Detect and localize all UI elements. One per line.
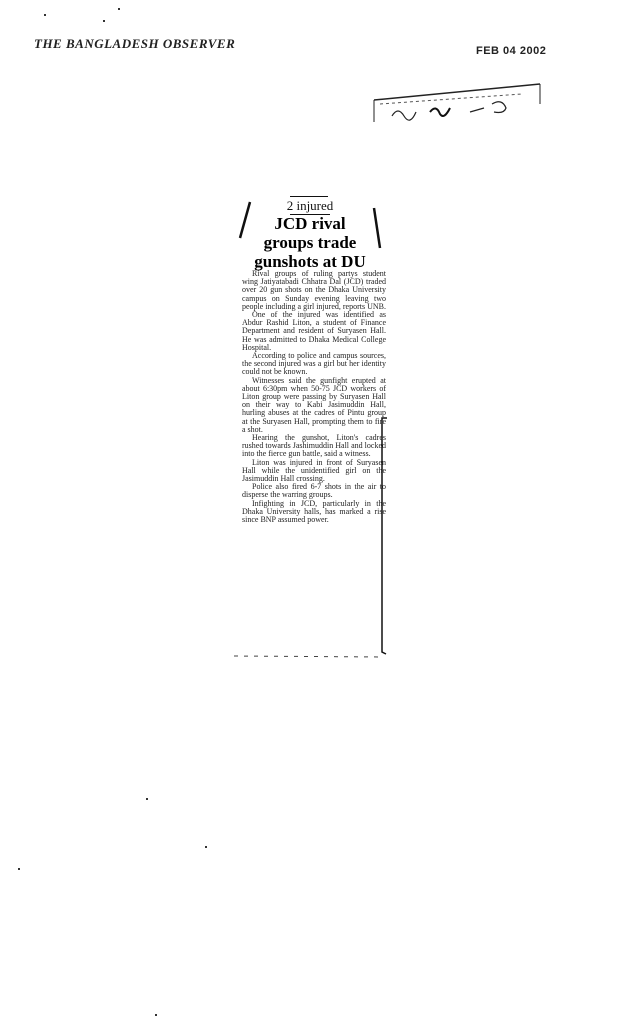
article-paragraph: One of the injured was identified as Abdur Rashid Liton, a student of Finance Department and resident of Suryasen Hall. He was admitted to Dhaka Medical College Hospital. — [242, 310, 386, 352]
kicker-rule — [290, 196, 328, 197]
headline-line-2: groups trade — [263, 233, 357, 252]
scan-speck — [146, 798, 148, 800]
headline-line-3: gunshots at DU — [254, 252, 366, 271]
scan-speck — [103, 20, 105, 22]
clipping-bottom-edge — [234, 652, 386, 660]
archive-stamp-graphic — [372, 82, 542, 126]
scan-speck — [155, 1014, 157, 1016]
article-paragraph: Rival groups of ruling partys student wing Jatiyatabadi Chhatra Dal (JCD) traded over 20 gun shots on the Dhaka University campus on Sunday evening leaving two people including a girl injured, reports UNB. — [242, 269, 386, 311]
archive-stamp — [372, 82, 542, 126]
scan-speck — [118, 8, 120, 10]
scan-speck — [44, 14, 46, 16]
date-stamp: FEB 04 2002 — [476, 45, 547, 57]
article-kicker: 2 injured — [286, 198, 334, 213]
article-headline — [234, 214, 386, 271]
article-paragraph: Witnesses said the gunfight erupted at about 6:30pm when 50-75 JCD workers of Liton group were passing by Suryasen Hall on their way to Kabi Jasimuddin Hall, hurling abuses at the cadres of Pintu group at the Suryasen Hall, prompting them to fire a shot. — [242, 375, 386, 434]
news-clipping — [234, 190, 386, 660]
article-paragraph: Hearing the gunshot, Liton's cadres rushed towards Jashimuddin Hall and locked into the fierce gun battle, said a witness. — [242, 433, 386, 459]
margin-bracket-mark — [379, 416, 389, 656]
article-paragraph: Liton was injured in front of Suryasen Hall while the unidentified girl on the Jasimuddin Hall crossing. — [242, 457, 386, 484]
article-paragraph: Police also fired 6-7 shots in the air to disperse the warring groups. — [242, 482, 386, 500]
article-paragraph: Infighting in JCD, particularly in the Dhaka University halls, has marked a rise since BNP assumed power. — [242, 498, 386, 525]
headline-line-1: JCD rival — [274, 214, 346, 233]
article-body — [242, 270, 386, 524]
scan-speck — [18, 868, 20, 870]
newspaper-masthead: THE BANGLADESH OBSERVER — [34, 36, 236, 51]
scan-speck — [205, 846, 207, 848]
article-paragraph: According to police and campus sources, the second injured was a girl but her identity could not be known. — [242, 351, 386, 377]
